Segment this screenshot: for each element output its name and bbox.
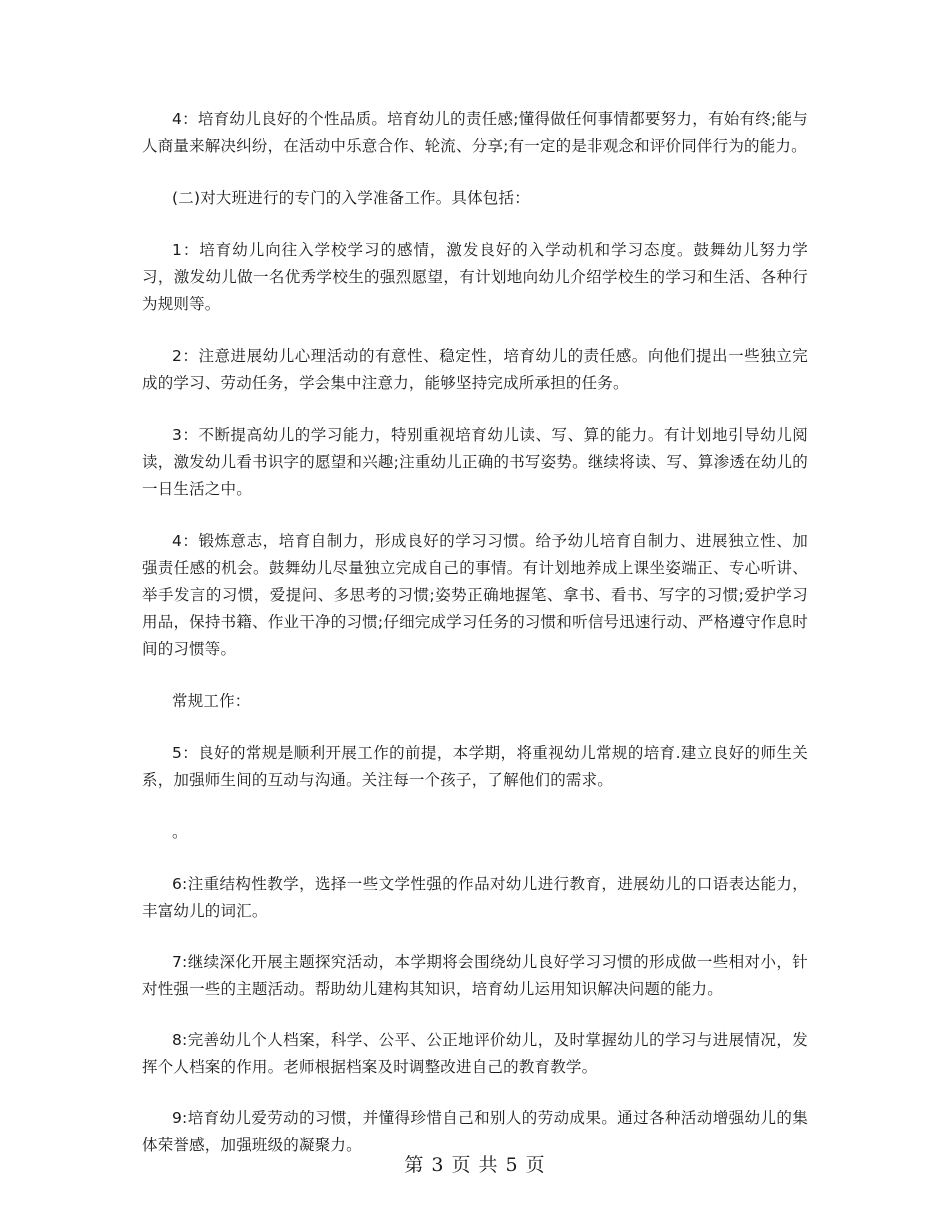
paragraph-item-7: 7:继续深化开展主题探究活动，本学期将会围绕幼儿良好学习习惯的形成做一些相对小，针对性强一些的主题活动。帮助幼儿建构其知识，培育幼儿运用知识解决问题的能力。: [142, 953, 808, 998]
paragraph-item-9: 9:培育幼儿爱劳动的习惯，并懂得珍惜自己和别人的劳动成果。通过各种活动增强幼儿的集体荣誉感，加强班级的凝聚力。: [142, 1109, 808, 1154]
paragraph-item-8: 8:完善幼儿个人档案，科学、公平、公正地评价幼儿，及时掌握幼儿的学习与进展情况，发挥个人档案的作用。老师根据档案及时调整改进自己的教育教学。: [142, 1031, 808, 1076]
paragraph-personality: 4：培育幼儿良好的个性品质。培育幼儿的责任感;懂得做任何事情都要努力，有始有终;能与人商量来解决纠纷，在活动中乐意合作、轮流、分享;有一定的是非观念和评价同伴行为的能力。: [142, 110, 808, 155]
paragraph-section-heading: (二)对大班进行的专门的入学准备工作。具体包括：: [172, 189, 530, 207]
paragraph-routine-heading: 常规工作：: [172, 692, 251, 710]
document-body: [142, 106, 808, 1183]
page-number-footer: 第 3 页 共 5 页: [404, 1154, 546, 1176]
paragraph-item-5: 5：良好的常规是顺利开展工作的前提，本学期，将重视幼儿常规的培育.建立良好的师生关系，加强师生间的互动与沟通。关注每一个孩子，了解他们的需求。: [142, 744, 808, 789]
paragraph-item-4: 4：锻炼意志，培育自制力，形成良好的学习习惯。给予幼儿培育自制力、进展独立性、加强责任感的机会。鼓舞幼儿尽量独立完成自己的事情。有计划地养成上课坐姿端正、专心听讲、举手发言的习惯，爱提问、多思考的习惯;姿势正确地握笔、拿书、看书、写字的习惯;爱护学习用品，保持书籍、作业干净的习惯;仔细完成学习任务的习惯和听信号迅速行动、严格遵守作息时间的习惯等。: [142, 532, 808, 658]
paragraph-item-2: 2：注意进展幼儿心理活动的有意性、稳定性，培育幼儿的责任感。向他们提出一些独立完成的学习、劳动任务，学会集中注意力，能够坚持完成所承担的任务。: [142, 347, 808, 392]
paragraph-item-1: 1：培育幼儿向往入学校学习的感情，激发良好的入学动机和学习态度。鼓舞幼儿努力学习，激发幼儿做一名优秀学校生的强烈愿望，有计划地向幼儿介绍学校生的学习和生活、各种行为规则等。: [142, 241, 808, 313]
paragraph-item-3: 3：不断提高幼儿的学习能力，特别重视培育幼儿读、写、算的能力。有计划地引导幼儿阅读，激发幼儿看书识字的愿望和兴趣;注重幼儿正确的书写姿势。继续将读、写、算渗透在幼儿的一日生活之中。: [142, 426, 808, 498]
paragraph-stray-period: 。: [172, 823, 188, 841]
paragraph-item-6: 6:注重结构性教学，选择一些文学性强的作品对幼儿进行教育，进展幼儿的口语表达能力，丰富幼儿的词汇。: [142, 875, 808, 920]
